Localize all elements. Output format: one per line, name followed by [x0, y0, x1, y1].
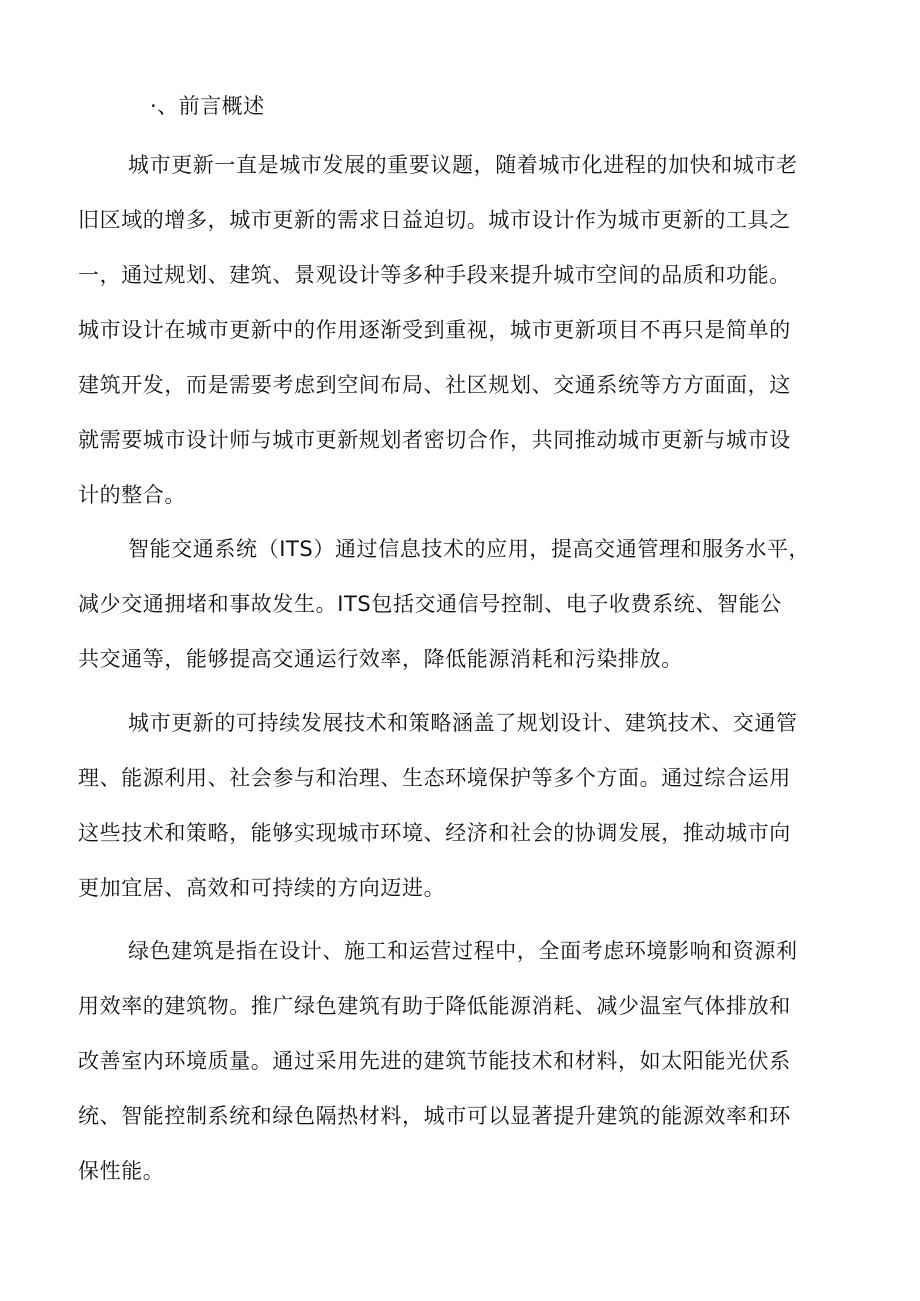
paragraph-line: 理、能源利用、社会参与和治理、生态环境保护等多个方面。通过综合运用	[78, 766, 791, 790]
paragraph-line: 城市更新一直是城市发展的重要议题，随着城市化进程的加快和城市老	[128, 153, 798, 177]
paragraph-green-building	[78, 924, 848, 1199]
paragraph-urban-renewal	[78, 138, 848, 523]
paragraph-line: 用效率的建筑物。推广绿色建筑有助于降低能源消耗、减少温室气体排放和	[78, 994, 791, 1018]
paragraph-line: 更加宜居、高效和可持续的方向迈进。	[78, 876, 446, 900]
paragraph-line: 智能交通系统（ITS）通过信息技术的应用，提高交通管理和服务水平，	[128, 537, 811, 561]
paragraph-line: 保性能。	[78, 1159, 165, 1183]
paragraph-line: 建筑开发，而是需要考虑到空间布局、社区规划、交通系统等方方面面，这	[78, 373, 791, 397]
paragraph-sustainable-development	[78, 696, 848, 916]
paragraph-line: 减少交通拥堵和事故发生。ITS包括交通信号控制、电子收费系统、智能公	[78, 592, 782, 616]
section-heading: ·、前言概述	[150, 94, 265, 118]
paragraph-line: 改善室内环境质量。通过采用先进的建筑节能技术和材料，如太阳能光伏系	[78, 1049, 791, 1073]
paragraph-line: 这些技术和策略，能够实现城市环境、经济和社会的协调发展，推动城市向	[78, 821, 791, 845]
paragraph-line: 统、智能控制系统和绿色隔热材料，城市可以显著提升建筑的能源效率和环	[78, 1104, 791, 1128]
paragraph-line: 旧区域的增多，城市更新的需求日益迫切。城市设计作为城市更新的工具之	[78, 208, 791, 232]
paragraph-line: 城市设计在城市更新中的作用逐渐受到重视，城市更新项目不再只是简单的	[78, 318, 791, 342]
paragraph-line: 一，通过规划、建筑、景观设计等多种手段来提升城市空间的品质和功能。	[78, 263, 791, 287]
paragraph-line: 绿色建筑是指在设计、施工和运营过程中，全面考虑环境影响和资源利	[128, 939, 798, 963]
paragraph-line: 就需要城市设计师与城市更新规划者密切合作，共同推动城市更新与城市设	[78, 428, 791, 452]
paragraph-line: 城市更新的可持续发展技术和策略涵盖了规划设计、建筑技术、交通管	[128, 711, 798, 735]
paragraph-line: 共交通等，能够提高交通运行效率，降低能源消耗和污染排放。	[78, 647, 683, 671]
paragraph-its	[78, 522, 848, 687]
paragraph-line: 计的整合。	[78, 483, 186, 507]
